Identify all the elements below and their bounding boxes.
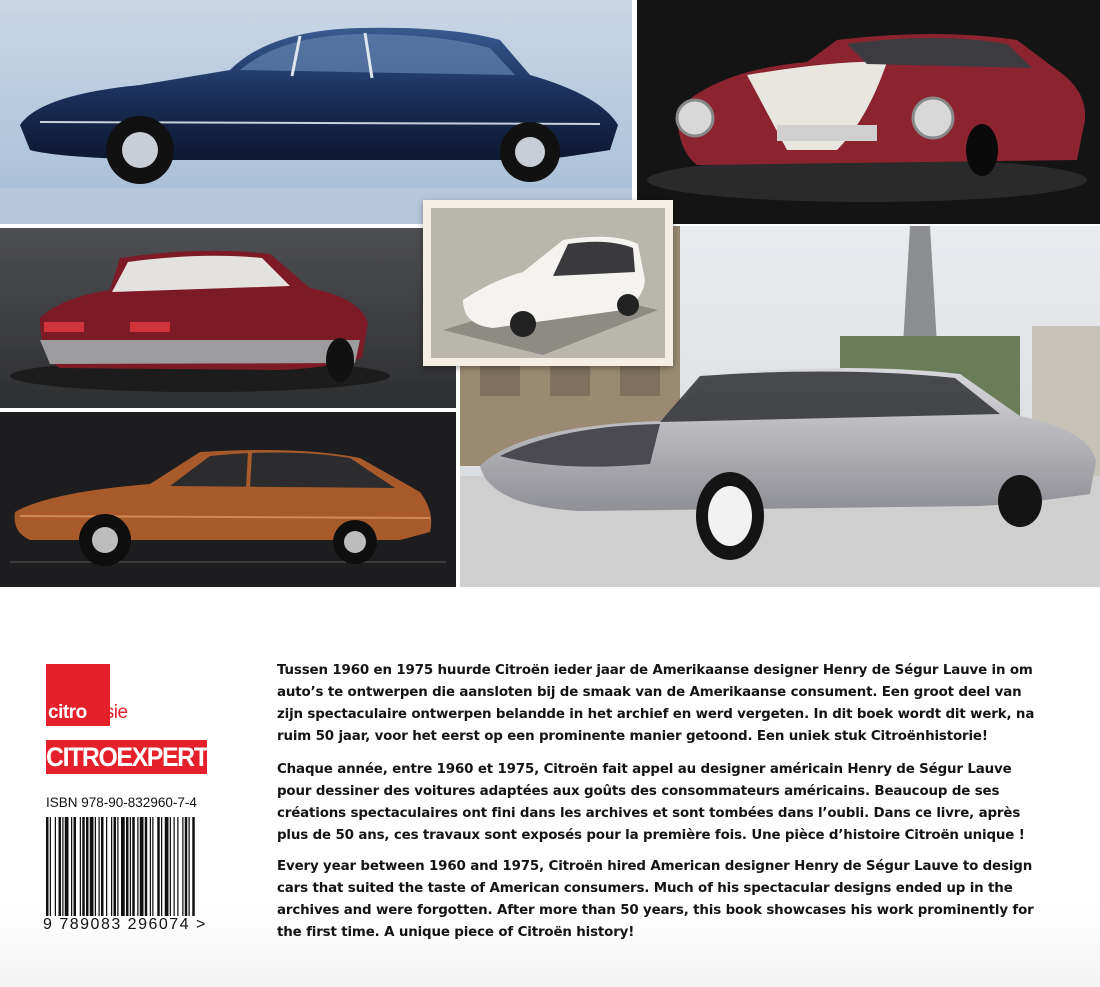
barcode (46, 817, 196, 916)
photo-red-sedan-model (0, 228, 456, 408)
blurb-english: Every year between 1960 and 1975, Citroën hired American designer Henry de Ségur Lauve to design cars that suited the taste of American consumers. Much of his spectacular designs ended up in the archives and were forgotten. After more than 50 years, this book showcases his work prominently for the first time. A unique piece of Citroën history! (277, 859, 1034, 940)
blurb-french: Chaque année, entre 1960 et 1975, Citroën fait appel au designer américain Henry de Ségur Lauve pour dessiner des voitures adaptées aux goûts des consommateurs américains. Beaucoup de ses créations spectaculaires ont fini dans les archives et sont tombées dans l’oubli. Dans ce livre, après plus de 50 ans, ces travaux sont exposés pour la première fois. Une pièce d’histoire Citroën unique ! (277, 762, 1025, 843)
citrovisie-logo-citro: citro (48, 702, 87, 723)
barcode-digits: 9 789083 296074 > (43, 916, 207, 933)
citroexpert-logo-text: CITROEXPERT (45, 741, 208, 772)
isbn-label: ISBN 978-90-832960-7-4 (46, 795, 197, 810)
blurb-dutch: Tussen 1960 en 1975 huurde Citroën ieder jaar de Amerikaanse designer Henry de Ségur Lauve in om auto’s te ontwerpen die aansloten bij de smaak van de Amerikaanse consument. Een groot deel van zijn spectaculaire ontwerpen belandde in het archief en werd vergeten. In dit boek wordt dit werk, na ruim 50 jaar, voor het eerst op een prominente manier getoond. Een uniek stuk Citroënhistorie! (277, 663, 1035, 744)
photo-copper-sedan-sketch (0, 412, 456, 587)
citrovisie-logo-visie: visie (92, 702, 128, 723)
photo-white-hatchback-model (423, 200, 673, 366)
photo-blue-sedan-sketch (0, 0, 632, 224)
photo-red-white-concept-sketch (637, 0, 1100, 224)
citroexpert-logo (46, 740, 207, 774)
citrovisie-logo (46, 664, 186, 726)
